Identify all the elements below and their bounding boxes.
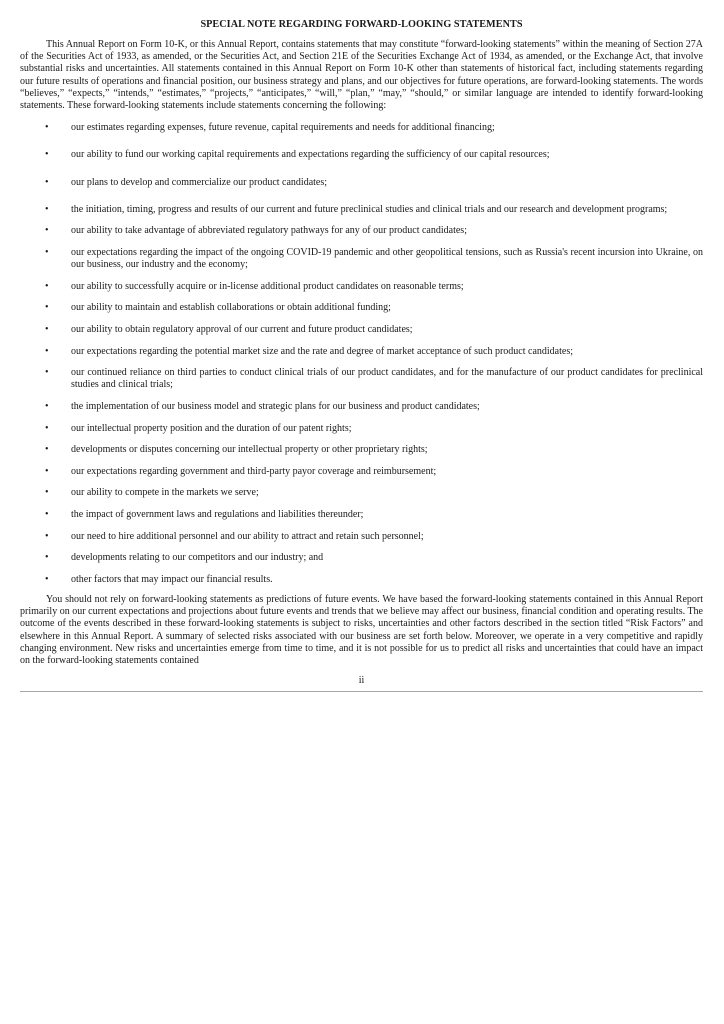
list-item: • our expectations regarding government and third-party payor coverage and reimbursement; bbox=[20, 466, 703, 478]
bullet-icon: • bbox=[45, 444, 49, 456]
list-item: • our expectations regarding the impact of the ongoing COVID-19 pandemic and other geopolitical tensions, such as Russia's recent incursion into Ukraine, on our business, our industry and the economy; bbox=[20, 247, 703, 271]
list-item: • our ability to compete in the markets we serve; bbox=[20, 487, 703, 499]
list-item: • developments relating to our competitors and our industry; and bbox=[20, 552, 703, 564]
bullet-icon: • bbox=[45, 345, 49, 357]
page-title: SPECIAL NOTE REGARDING FORWARD-LOOKING STATEMENTS bbox=[200, 19, 523, 30]
bullet-icon: • bbox=[45, 552, 49, 564]
bullet-icon: • bbox=[45, 367, 49, 379]
list-item: • our continued reliance on third parties to conduct clinical trials of our product candidates, and for the manufacture of our product candidates for preclinical studies and clinical trials; bbox=[20, 367, 703, 391]
list-item: • our plans to develop and commercialize our product candidates; bbox=[20, 177, 703, 189]
page-divider bbox=[20, 691, 703, 692]
list-item: • our ability to successfully acquire or in-license additional product candidates on reasonable terms; bbox=[20, 281, 703, 293]
bullet-icon: • bbox=[45, 247, 49, 259]
bullet-icon: • bbox=[45, 465, 49, 477]
bullet-icon: • bbox=[45, 324, 49, 335]
list-item: • our estimates regarding expenses, future revenue, capital requirements and needs for additional financing; bbox=[20, 122, 703, 134]
list-item: • our ability to take advantage of abbreviated regulatory pathways for any of our product candidates; bbox=[20, 225, 703, 237]
list-item: • our expectations regarding the potential market size and the rate and degree of market acceptance of such product candidates; bbox=[20, 346, 703, 358]
page-number: ii bbox=[358, 675, 365, 687]
bullet-icon: • bbox=[45, 422, 49, 434]
list-item: • our ability to maintain and establish collaborations or obtain additional funding; bbox=[20, 302, 703, 314]
list-item: • our ability to fund our working capital requirements and expectations regarding the sufficiency of our capital resources; bbox=[20, 149, 703, 161]
list-item: • our intellectual property position and the duration of our patent rights; bbox=[20, 423, 703, 435]
bullet-icon: • bbox=[45, 225, 49, 237]
bullet-icon: • bbox=[45, 280, 49, 292]
closing-paragraph: You should not rely on forward-looking statements as predictions of future events. We have based the forward-looking statements contained in this Annual Report primarily on our current expectations and projections about future events and trends that we believe may affect our business, financial condition and operating results. The outcome of the events described in these forward-looking statements is subject to risks, uncertainties and other factors described in the section titled “Risk Factors” and elsewhere in this Annual Report. A summary of selected risks associated with our business are set forth below. Moreover, we operate in a very competitive and rapidly changing environment. New risks and uncertainties emerge from time to time, and it is not possible for us to predict all risks and uncertainties that could have an impact on the forward-looking statements contained bbox=[20, 593, 703, 666]
list-item: • other factors that may impact our financial results. bbox=[20, 574, 703, 586]
list-item: • our need to hire additional personnel and our ability to attract and retain such personnel; bbox=[20, 531, 703, 543]
bullet-icon: • bbox=[45, 176, 49, 188]
bullet-icon: • bbox=[45, 530, 49, 542]
bullet-icon: • bbox=[45, 122, 49, 134]
list-item: • the implementation of our business model and strategic plans for our business and product candidates; bbox=[20, 401, 703, 413]
list-item: • the initiation, timing, progress and results of our current and future preclinical studies and clinical trials and our research and development programs; bbox=[20, 204, 703, 216]
list-item: • our ability to obtain regulatory approval of our current and future product candidates; bbox=[20, 324, 703, 336]
bullet-icon: • bbox=[45, 508, 49, 520]
list-item: • developments or disputes concerning our intellectual property or other proprietary rights; bbox=[20, 444, 703, 456]
bullet-icon: • bbox=[45, 302, 49, 314]
bullet-icon: • bbox=[45, 400, 49, 412]
bullet-icon: • bbox=[45, 487, 49, 499]
forward-looking-topics-list bbox=[20, 122, 703, 586]
list-item: • the impact of government laws and regulations and liabilities thereunder; bbox=[20, 509, 703, 521]
bullet-icon: • bbox=[45, 149, 49, 161]
bullet-icon: • bbox=[45, 573, 49, 585]
intro-paragraph: This Annual Report on Form 10-K, or this Annual Report, contains statements that may constitute “forward-looking statements” within the meaning of Section 27A of the Securities Act of 1933, as amended, or the Securities Act, and Section 21E of the Securities Exchange Act of 1934, as amended, or the Exchange Act, that involve substantial risks and uncertainties. All statements contained in this Annual Report on Form 10-K other than statements of historical fact, including statements regarding our future results of operations and financial position, our business strategy and plans, and our objectives for future operations, are forward-looking statements. The words “believes,” “expects,” “intends,” “estimates,” “projects,” “anticipates,” “will,” “plan,” “may,” “should,” or similar language are intended to identify forward-looking statements. These forward-looking statements include statements concerning the following: bbox=[20, 39, 703, 112]
bullet-icon: • bbox=[45, 203, 49, 215]
